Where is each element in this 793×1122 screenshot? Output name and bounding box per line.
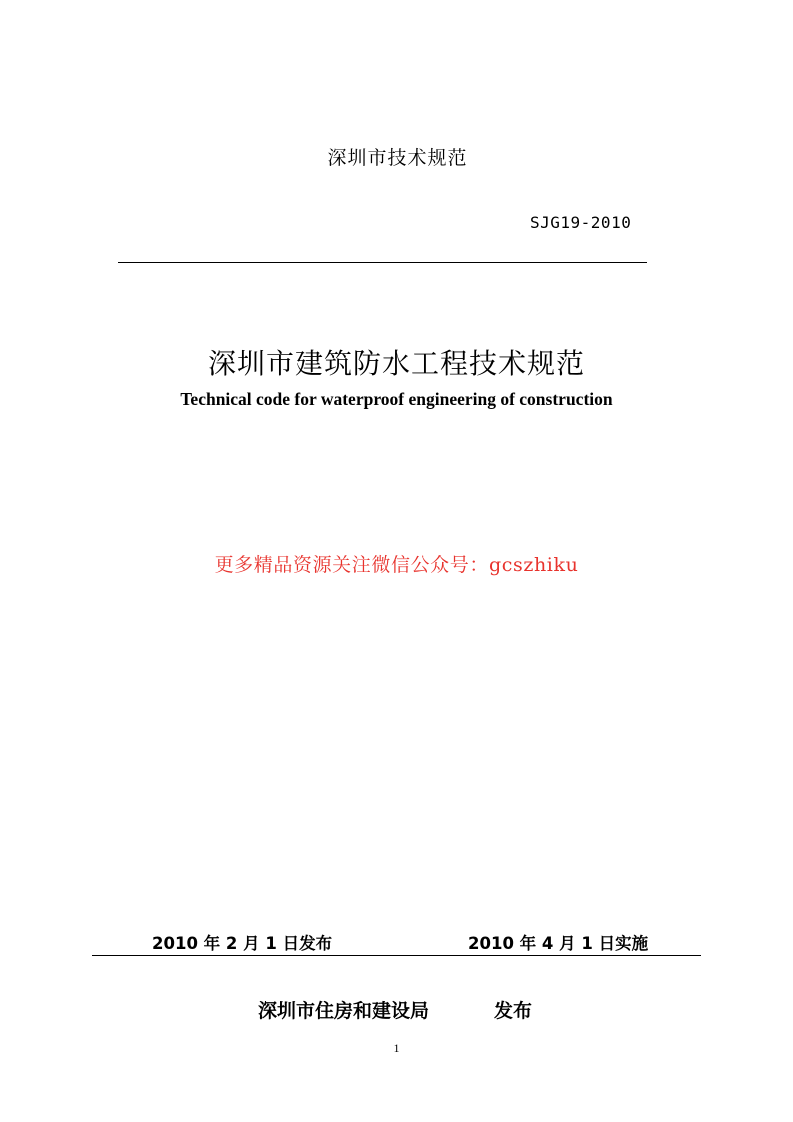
bottom-divider bbox=[92, 955, 701, 956]
series-title bbox=[0, 143, 793, 170]
issue-date: 2010 年 2 月 1 日发布 bbox=[152, 934, 333, 953]
issuer-name: 深圳市住房和建设局 bbox=[258, 1000, 430, 1022]
page-title: 深圳市建筑防水工程技术规范 bbox=[207, 347, 585, 380]
series-title-text: 深圳市技术规范 bbox=[327, 147, 468, 169]
standard-code: SJG19-2010 bbox=[530, 213, 632, 232]
issuer-action: 发布 bbox=[494, 1000, 533, 1022]
promo-text: 更多精品资源关注微信公众号：gcszhiku bbox=[214, 554, 579, 576]
english-title: Technical code for waterproof engineering of construction bbox=[180, 389, 613, 409]
effective-date: 2010 年 4 月 1 日实施 bbox=[468, 934, 649, 953]
page-number: 1 bbox=[393, 1041, 400, 1055]
top-divider bbox=[118, 262, 647, 263]
